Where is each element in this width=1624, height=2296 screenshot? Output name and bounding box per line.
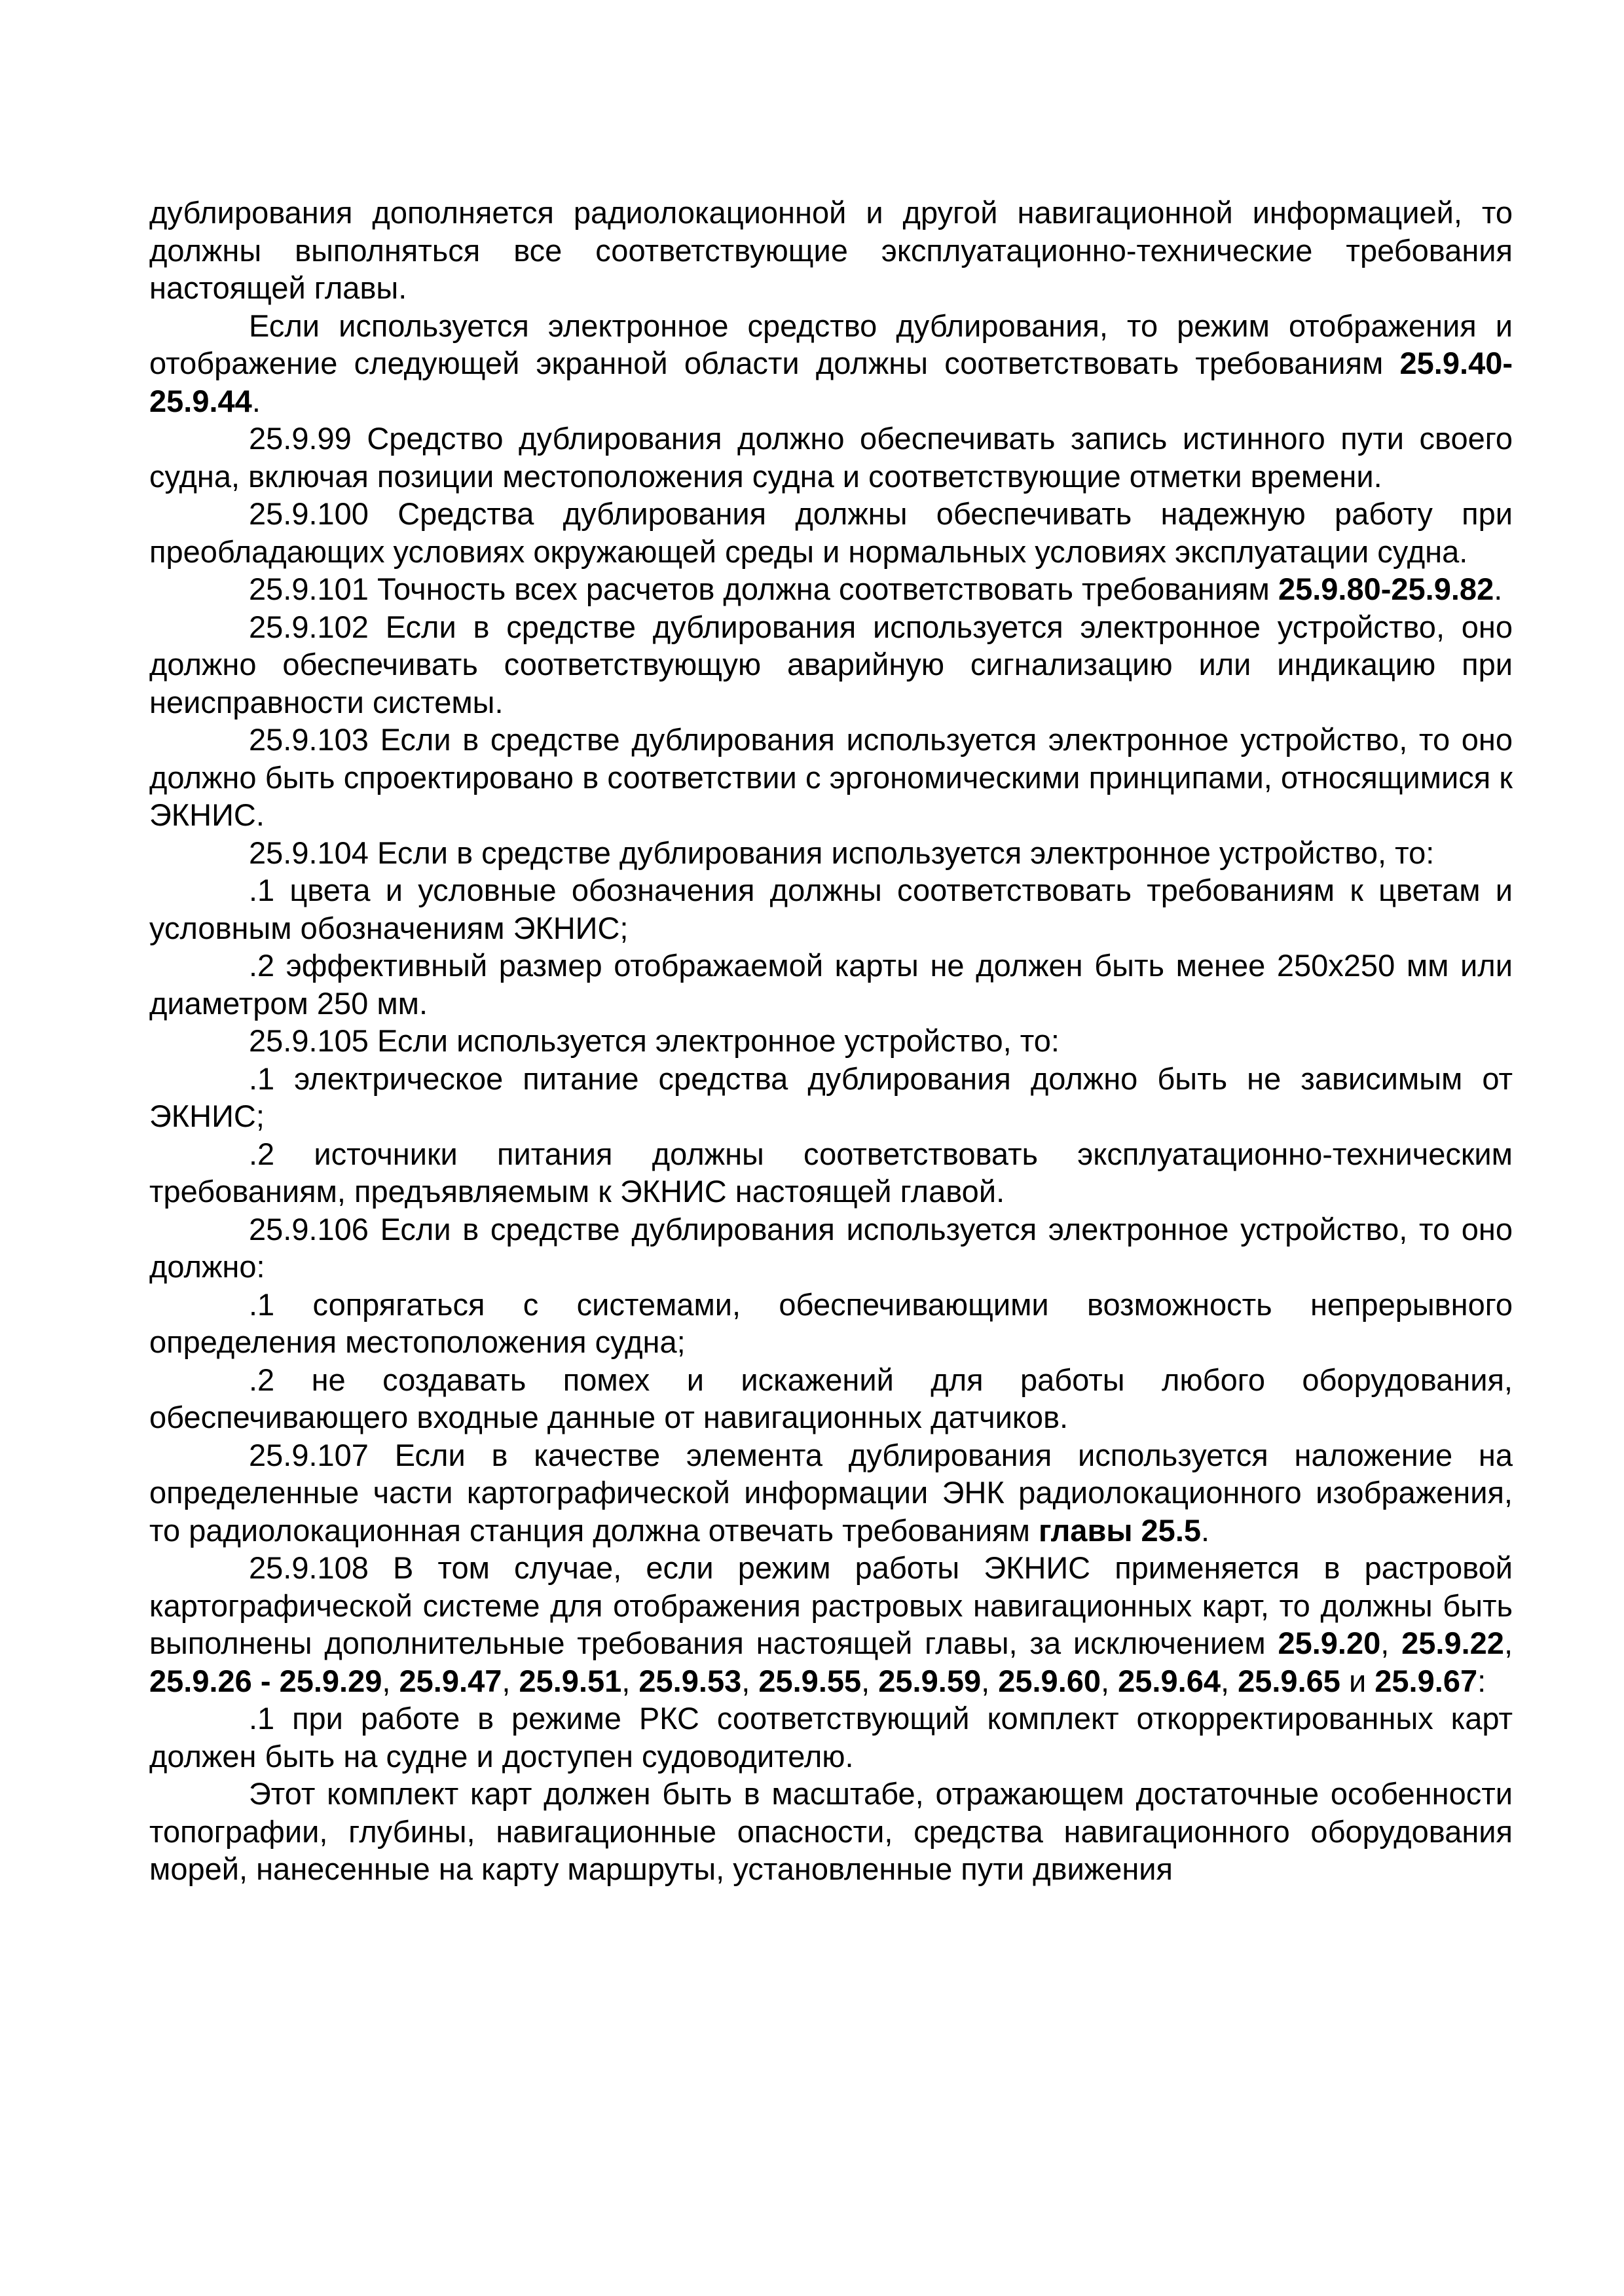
paragraph-text: .2 эффективный размер отображаемой карты не должен быть менее 250x250 мм или диаметром 250 мм.: [149, 948, 1513, 1021]
paragraph-text: ,: [1101, 1663, 1118, 1698]
document-page: [149, 194, 1513, 1888]
paragraph-text: .1 цвета и условные обозначения должны соответствовать требованиям к цветам и условным обозначениям ЭКНИС;: [149, 873, 1513, 945]
paragraph-text: .: [1494, 572, 1503, 606]
paragraph: [149, 834, 1513, 872]
paragraph-text: дублирования дополняется радиолокационной и другой навигационной информацией, то должны выполняться все соответствующие эксплуатационно-технические требования настоящей главы.: [149, 195, 1513, 305]
paragraph: [149, 570, 1513, 608]
paragraph-text: :: [1477, 1663, 1486, 1698]
paragraph-text: ,: [1504, 1626, 1513, 1660]
paragraph: [149, 194, 1513, 307]
paragraph-text: ,: [741, 1663, 759, 1698]
paragraph-text: Если используется электронное средство дублирования, то режим отображения и отображение следующей экранной области должны соответствовать требованиям: [149, 308, 1513, 380]
paragraph-text: 25.9.105 Если используется электронное устройство, то:: [249, 1023, 1060, 1058]
paragraph-text: 25.9.102 Если в средстве дублирования используется электронное устройство, оно должно обеспечивать соответствующую аварийную сигнализацию или индикацию при неисправности системы.: [149, 609, 1513, 720]
bold-reference: 25.9.51: [519, 1663, 622, 1698]
paragraph-text: .1 при работе в режиме РКС соответствующий комплект откорректированных карт должен быть на судне и доступен судоводителю.: [149, 1701, 1513, 1774]
bold-reference: 25.9.64: [1118, 1663, 1221, 1698]
bold-reference: 25.9.60: [998, 1663, 1101, 1698]
bold-reference: 25.9.22: [1401, 1626, 1504, 1660]
paragraph-text: 25.9.108 В том случае, если режим работы ЭКНИС применяется в растровой картографической системе для отображения растровых навигационных карт, то должны быть выполнены дополнительные требования настоящей главы, за исключением: [149, 1550, 1513, 1660]
paragraph: [149, 420, 1513, 495]
paragraph-text: ,: [382, 1663, 399, 1698]
paragraph: [149, 1549, 1513, 1700]
paragraph: [149, 1361, 1513, 1436]
paragraph: [149, 721, 1513, 834]
paragraph: [149, 495, 1513, 570]
paragraph: [149, 1022, 1513, 1060]
bold-reference: 25.9.20: [1278, 1626, 1381, 1660]
paragraph-text: Этот комплект карт должен быть в масштабе, отражающем достаточные особенности топографии, глубины, навигационные опасности, средства навигационного оборудования морей, нанесенные на карту маршруты, установленные пути движения: [149, 1776, 1513, 1886]
paragraph: [149, 1436, 1513, 1550]
bold-reference: 25.9.80-25.9.82: [1278, 572, 1494, 606]
bold-reference: 25.9.67: [1375, 1663, 1478, 1698]
paragraph-text: .1 электрическое питание средства дублирования должно быть не зависимым от ЭКНИС;: [149, 1061, 1513, 1133]
paragraph: [149, 1135, 1513, 1211]
paragraph: [149, 1775, 1513, 1888]
paragraph: [149, 307, 1513, 420]
paragraph-text: ,: [981, 1663, 999, 1698]
paragraph-text: 25.9.104 Если в средстве дублирования используется электронное устройство, то:: [249, 835, 1435, 870]
paragraph-text: ,: [621, 1663, 639, 1698]
paragraph-text: 25.9.103 Если в средстве дублирования используется электронное устройство, то оно должно быть спроектировано в соответствии с эргономическими принципами, относящимися к ЭКНИС.: [149, 722, 1513, 832]
paragraph: [149, 608, 1513, 721]
paragraph-text: 25.9.100 Средства дублирования должны обеспечивать надежную работу при преобладающих условиях окружающей среды и нормальных условиях эксплуатации судна.: [149, 496, 1513, 569]
bold-reference: 25.9.55: [758, 1663, 862, 1698]
paragraph: [149, 1700, 1513, 1775]
paragraph-text: .2 источники питания должны соответствовать эксплуатационно-техническим требованиям, предъявляемым к ЭКНИС настоящей главой.: [149, 1136, 1513, 1209]
paragraph-text: 25.9.106 Если в средстве дублирования используется электронное устройство, то оно должно:: [149, 1211, 1513, 1284]
bold-reference: 25.9.59: [878, 1663, 982, 1698]
bold-reference: 25.9.40-25.9.44: [149, 346, 1513, 418]
paragraph: [149, 1060, 1513, 1135]
paragraph-text: ,: [1220, 1663, 1238, 1698]
bold-reference: 25.9.26 - 25.9.29: [149, 1663, 382, 1698]
paragraph-text: .: [1201, 1512, 1210, 1548]
paragraph: [149, 1211, 1513, 1286]
bold-reference: главы 25.5: [1039, 1512, 1202, 1548]
bold-reference: 25.9.47: [399, 1663, 502, 1698]
paragraph-text: ,: [502, 1663, 519, 1698]
paragraph: [149, 1286, 1513, 1361]
paragraph-text: .2 не создавать помех и искажений для работы любого оборудования, обеспечивающего входные данные от навигационных датчиков.: [149, 1362, 1513, 1434]
bold-reference: 25.9.65: [1238, 1663, 1340, 1698]
paragraph-text: .1 сопрягаться с системами, обеспечивающими возможность непрерывного определения местоположения судна;: [149, 1286, 1513, 1359]
paragraph-text: ,: [1380, 1626, 1402, 1660]
paragraph-text: 25.9.101 Точность всех расчетов должна соответствовать требованиям: [249, 572, 1278, 606]
paragraph: [149, 871, 1513, 947]
paragraph-text: .: [251, 383, 261, 418]
paragraph-text: и: [1340, 1663, 1375, 1698]
paragraph-text: 25.9.99 Средство дублирования должно обеспечивать запись истинного пути своего судна, включая позиции местоположения судна и соответствующие отметки времени.: [149, 421, 1513, 494]
paragraph-text: ,: [861, 1663, 879, 1698]
paragraph-text: 25.9.107 Если в качестве элемента дублирования используется наложение на определенные части картографической информации ЭНК радиолокационного изображения, то радиолокационная станция должна отвечать требованиям: [149, 1437, 1513, 1548]
paragraph: [149, 947, 1513, 1022]
bold-reference: 25.9.53: [638, 1663, 742, 1698]
